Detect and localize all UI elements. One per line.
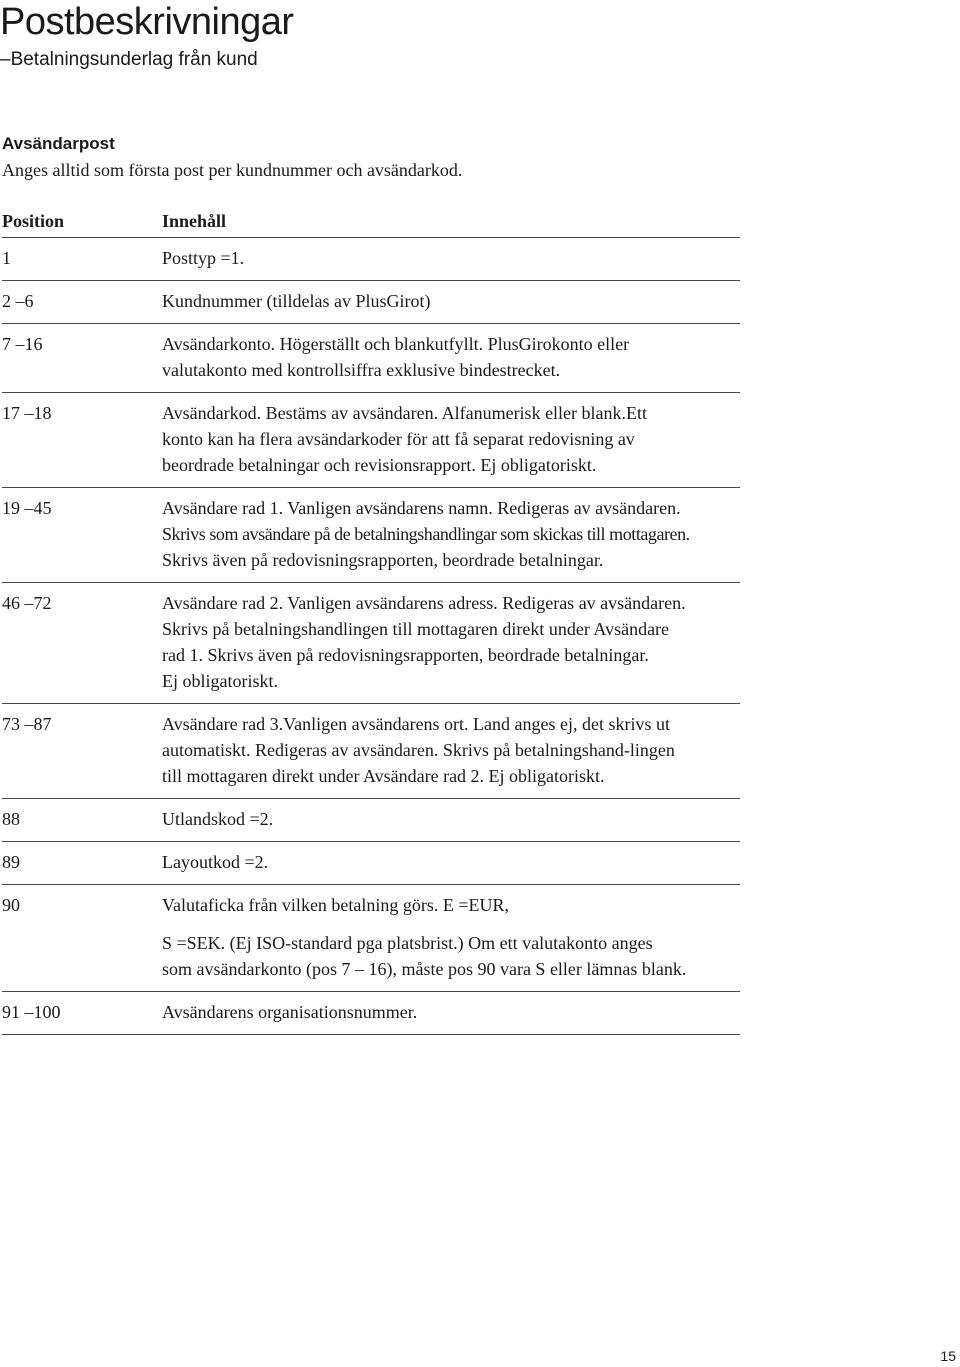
row-content-line: Avsändarkod. Bestäms av avsändaren. Alfanumerisk eller blank.Ett <box>162 403 648 423</box>
page-title: Postbeskrivningar <box>0 1 294 43</box>
row-content-line: Avsändare rad 1. Vanligen avsändarens namn. Redigeras av avsändaren. <box>162 498 681 518</box>
table-row <box>2 281 740 324</box>
row-content-line: Ej obligatoriskt. <box>162 671 278 691</box>
table-header <box>2 208 740 238</box>
row-content-line: S =SEK. (Ej ISO-standard pga platsbrist.) Om ett valutakonto anges <box>162 933 653 953</box>
row-position: 46 –72 <box>2 593 52 613</box>
row-position <box>2 930 162 982</box>
table-row <box>2 992 740 1035</box>
table-row <box>2 238 740 281</box>
row-content <box>162 892 740 918</box>
row-position: 17 –18 <box>2 403 52 423</box>
row-content-line: till mottagaren direkt under Avsändare rad 2. Ej obligatoriskt. <box>162 766 605 786</box>
row-content-line: Avsändare rad 3.Vanligen avsändarens ort. Land anges ej, det skrivs ut <box>162 714 671 734</box>
row-content <box>162 930 740 982</box>
row-content <box>162 331 740 383</box>
row-content-line: konto kan ha flera avsändarkoder för att få separat redovisning av <box>162 429 635 449</box>
row-content-line: som avsändarkonto (pos 7 – 16), måste pos 90 vara S eller lämnas blank. <box>162 959 687 979</box>
row-position: 89 <box>2 852 20 872</box>
row-content-line: Posttyp =1. <box>162 248 245 268</box>
table-row <box>2 920 740 992</box>
table-row <box>2 799 740 842</box>
row-position: 73 –87 <box>2 714 52 734</box>
record-table <box>2 208 740 1035</box>
row-content <box>162 495 740 573</box>
row-content <box>162 590 740 694</box>
table-row <box>2 324 740 393</box>
page-number: 15 <box>940 1348 956 1364</box>
table-row <box>2 488 740 583</box>
row-content-line: Avsändare rad 2. Vanligen avsändarens adress. Redigeras av avsändaren. <box>162 593 686 613</box>
row-content-line: Skrivs på betalningshandlingen till mottagaren direkt under Avsändare <box>162 619 670 639</box>
row-content-line: rad 1. Skrivs även på redovisningsrapporten, beordrade betalningar. <box>162 645 649 665</box>
row-position: 88 <box>2 809 20 829</box>
row-content-line: Avsändarens organisationsnummer. <box>162 1002 418 1022</box>
row-content-line: Layoutkod =2. <box>162 852 269 872</box>
row-content-line: Valutaficka från vilken betalning görs. E =EUR, <box>162 895 510 915</box>
row-content-line: valutakonto med kontrollsiffra exklusive bindestrecket. <box>162 360 561 380</box>
row-content-line: beordrade betalningar och revisionsrapport. Ej obligatoriskt. <box>162 455 597 475</box>
row-position: 7 –16 <box>2 334 43 354</box>
row-content-line: Avsändarkonto. Högerställt och blankutfyllt. PlusGirokonto eller <box>162 334 630 354</box>
table-row <box>2 704 740 799</box>
row-position: 19 –45 <box>2 498 52 518</box>
row-content-line: Utlandskod =2. <box>162 809 274 829</box>
column-header-content: Innehåll <box>162 211 227 231</box>
column-header-position: Position <box>2 211 65 231</box>
section-heading: Avsändarpost <box>2 134 115 153</box>
row-content <box>162 806 740 832</box>
row-content-line: Skrivs även på redovisningsrapporten, beordrade betalningar. <box>162 550 604 570</box>
row-position: 91 –100 <box>2 1002 61 1022</box>
row-content-line: Skrivs som avsändare på de betalningshandlingar som skickas till mottagaren. <box>162 524 690 544</box>
row-content <box>162 245 740 271</box>
table-row <box>2 393 740 488</box>
row-content <box>162 849 740 875</box>
row-position: 90 <box>2 895 20 915</box>
table-row <box>2 583 740 704</box>
table-row <box>2 842 740 885</box>
row-content-line: automatiskt. Redigeras av avsändaren. Skrivs på betalningshand-lingen <box>162 740 675 760</box>
row-content-line: Kundnummer (tilldelas av PlusGirot) <box>162 291 431 311</box>
section-description: Anges alltid som första post per kundnummer och avsändarkod. <box>2 160 463 180</box>
row-content <box>162 711 740 789</box>
row-position: 2 –6 <box>2 291 34 311</box>
row-position: 1 <box>2 248 11 268</box>
row-content <box>162 999 740 1025</box>
table-row <box>2 885 740 920</box>
row-content <box>162 400 740 478</box>
row-content <box>162 288 740 314</box>
page-subtitle: –Betalningsunderlag från kund <box>0 49 258 70</box>
